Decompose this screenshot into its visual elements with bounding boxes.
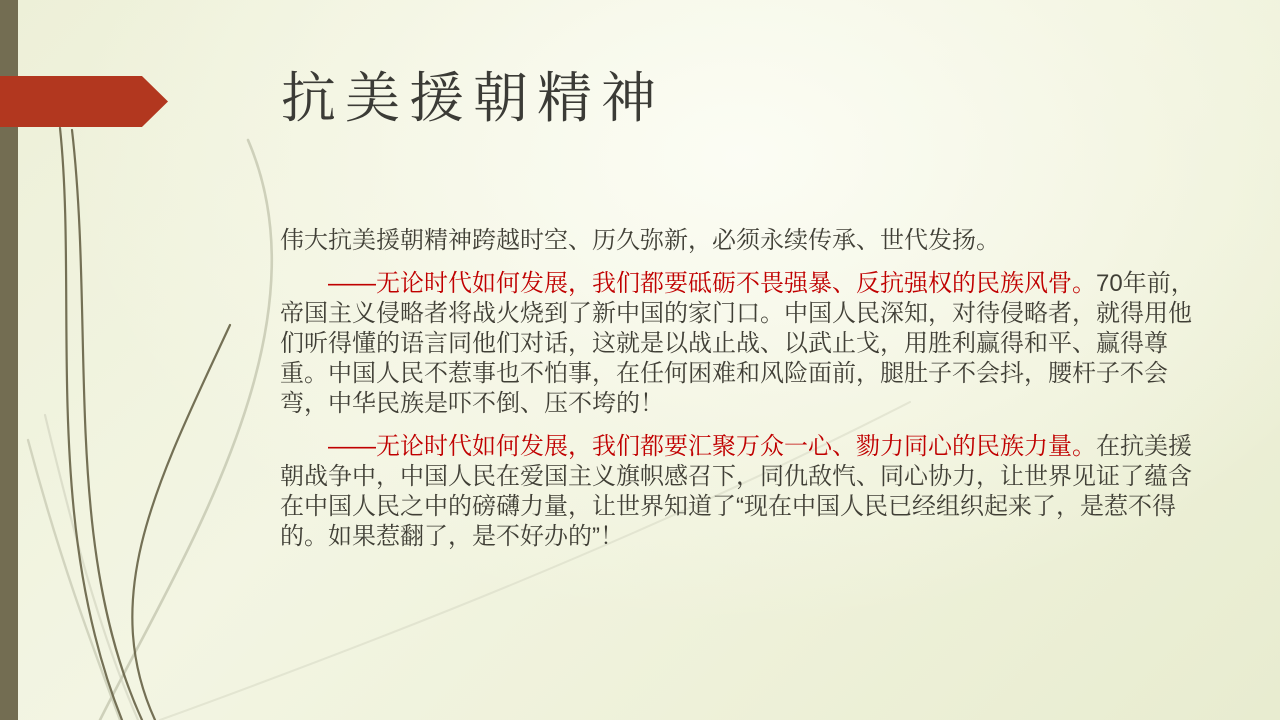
wisp-line-dark: [72, 130, 142, 720]
wisp-line-dark: [60, 128, 122, 720]
title-arrow-accent: [0, 76, 168, 127]
paragraph: [280, 432, 1212, 552]
wisp-line-dark: [132, 325, 230, 720]
paragraph: [280, 269, 1212, 419]
wisp-line-light: [45, 415, 138, 720]
emphasis-red-text: ——无论时代如何发展，我们都要砥砺不畏强暴、反抗强权的民族风骨。: [328, 270, 1096, 297]
emphasis-red-text: ——无论时代如何发展，我们都要汇聚万众一心、勠力同心的民族力量。: [328, 433, 1096, 460]
body-text: 70年前，帝国主义侵略者将战火烧到了新中国的家门口。中国人民深知，对待侵略者，就得用他们听得懂的语言同他们对话，这就是以战止战、以武止戈，用胜利赢得和平、赢得尊重。中国人民不惹事也不怕事，在任何困难和风险面前，腿肚子不会抖，腰杆子不会弯，中华民族是吓不倒、压不垮的！: [280, 270, 1195, 417]
wisp-line-light: [100, 140, 272, 720]
paragraph: [280, 226, 1212, 256]
slide-title: 抗美援朝精神: [281, 67, 666, 129]
body-text: 伟大抗美援朝精神跨越时空、历久弥新，必须永续传承、世代发扬。: [280, 227, 1000, 254]
body-text: 在抗美援朝战争中，中国人民在爱国主义旗帜感召下，同仇敌忾、同心协力，让世界见证了蕴含在中国人民之中的磅礴力量，让世界知道了“现在中国人民已经组织起来了，是惹不得的。如果惹翻了，是不好办的”！: [280, 433, 1192, 550]
body-text-block: [280, 226, 1212, 565]
wisp-line-light: [28, 440, 120, 720]
